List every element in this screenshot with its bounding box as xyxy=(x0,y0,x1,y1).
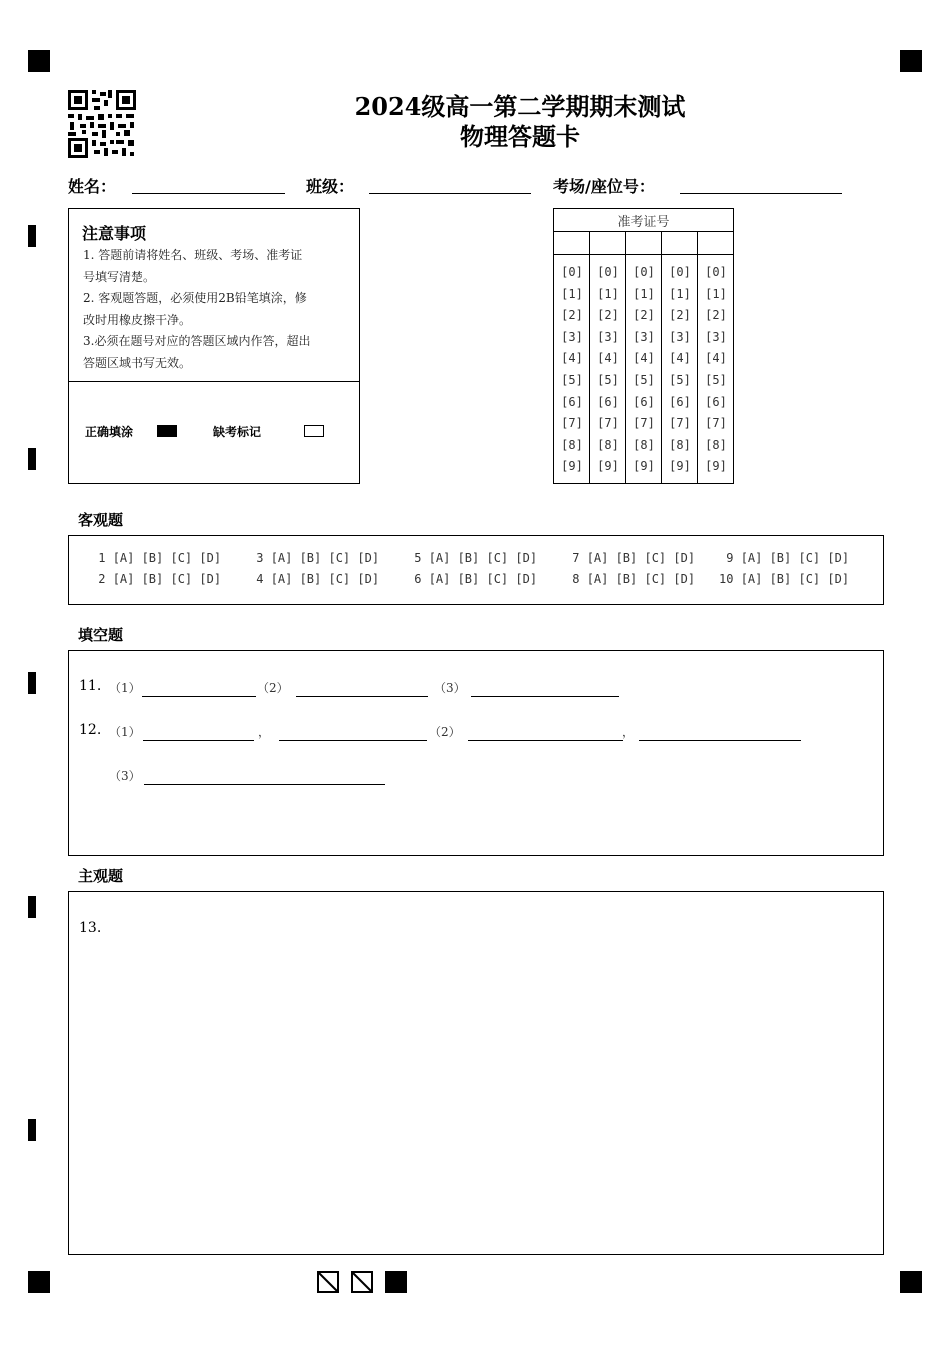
notice-divider xyxy=(69,381,359,382)
exam-id-digit-bubble[interactable]: [0] xyxy=(705,265,727,279)
objective-question-3[interactable] xyxy=(249,551,379,565)
exam-id-digit-bubble[interactable]: [9] xyxy=(669,459,691,474)
side-mark xyxy=(28,672,36,694)
page-subtitle: 物理答题卡 xyxy=(460,122,580,151)
correct-fill-sample-icon xyxy=(157,425,177,437)
exam-id-digit-bubble[interactable]: [3] xyxy=(669,329,691,344)
objective-section-title: 客观题 xyxy=(78,511,124,529)
exam-id-entry-line xyxy=(554,254,733,255)
exam-id-digit-bubble[interactable]: [7] xyxy=(561,416,583,431)
objective-question-number: 5 xyxy=(407,551,429,565)
objective-question-number: 7 xyxy=(565,551,587,565)
objective-question-number: 1 xyxy=(91,551,113,565)
seat-field[interactable] xyxy=(680,193,842,194)
exam-id-digit-bubble[interactable]: [5] xyxy=(705,373,727,387)
exam-id-digit-bubble[interactable]: [5] xyxy=(633,373,655,387)
subjective-section-title: 主观题 xyxy=(78,867,124,885)
exam-id-digit-bubble[interactable]: [9] xyxy=(561,459,583,474)
side-mark xyxy=(28,225,36,247)
page-mark-slashed-icon xyxy=(317,1271,339,1293)
class-field[interactable] xyxy=(369,193,531,194)
objective-question-options[interactable]: [A] [B] [C] [D] xyxy=(586,551,696,565)
exam-id-digit-bubble[interactable]: [9] xyxy=(705,459,727,474)
name-label: 姓名： xyxy=(68,177,117,196)
notice-line: 1. 答题前请将姓名、班级、考场、准考证 xyxy=(83,248,303,262)
notice-line: 3.必须在题号对应的答题区域内作答，超出 xyxy=(83,334,311,348)
exam-id-digit-bubble[interactable]: [1] xyxy=(633,286,655,301)
question-11-part-3-label: （3） xyxy=(434,681,466,695)
objective-question-options[interactable]: [A] [B] [C] [D] xyxy=(740,572,850,586)
exam-id-digit-bubble[interactable]: [5] xyxy=(669,373,691,387)
objective-question-9[interactable] xyxy=(719,551,849,565)
exam-id-digit-bubble[interactable]: [7] xyxy=(633,416,655,431)
exam-id-digit-bubble[interactable]: [4] xyxy=(669,351,691,366)
exam-id-digit-bubble[interactable]: [8] xyxy=(597,437,619,452)
notice-line: 改时用橡皮擦干净。 xyxy=(83,312,192,327)
question-11-part-1-label: （1） xyxy=(109,681,141,695)
question-11-part-3-blank[interactable] xyxy=(471,696,619,697)
seat-label: 考场/座位号： xyxy=(553,177,655,196)
exam-id-digit-bubble[interactable]: [8] xyxy=(705,437,727,452)
objective-question-options[interactable]: [A] [B] [C] [D] xyxy=(270,572,380,586)
question-12-part-3-blank[interactable] xyxy=(144,784,385,785)
exam-id-digit-bubble[interactable]: [4] xyxy=(705,351,727,366)
objective-question-10[interactable] xyxy=(719,572,849,586)
objective-question-8[interactable] xyxy=(565,572,695,586)
exam-id-digit-bubble[interactable]: [8] xyxy=(561,437,583,452)
corner-mark-bottom-left xyxy=(28,1271,50,1293)
objective-box xyxy=(68,535,884,605)
exam-id-digit-bubble[interactable]: [4] xyxy=(597,351,619,366)
exam-id-digit-bubble[interactable]: [9] xyxy=(633,459,655,474)
exam-id-digit-bubble[interactable]: [4] xyxy=(561,351,583,366)
notice-line: 号填写清楚。 xyxy=(83,269,156,284)
exam-id-digit-bubble[interactable]: [3] xyxy=(633,329,655,344)
name-field[interactable] xyxy=(132,193,285,194)
question-12-part-2-blank-a[interactable] xyxy=(468,740,623,741)
question-11-part-2-label: （2） xyxy=(257,681,289,695)
page-mark-filled-icon xyxy=(385,1271,407,1293)
page-title: 2024级高一第二学期期末测试 xyxy=(354,92,686,121)
objective-question-1[interactable] xyxy=(91,551,221,565)
absent-checkbox[interactable] xyxy=(304,425,324,437)
exam-id-digit-bubble[interactable]: [1] xyxy=(669,286,691,301)
question-12-number: 12. xyxy=(79,722,102,738)
question-11-number: 11. xyxy=(79,678,102,694)
exam-id-digit-bubble[interactable]: [6] xyxy=(597,394,619,409)
exam-id-digit-bubble[interactable]: [9] xyxy=(597,459,619,474)
exam-id-title: 准考证号 xyxy=(617,215,670,230)
question-12-part-1-label: （1） xyxy=(109,725,141,739)
objective-question-options[interactable]: [A] [B] [C] [D] xyxy=(428,572,538,586)
objective-question-7[interactable] xyxy=(565,551,695,565)
objective-question-2[interactable] xyxy=(91,572,221,586)
objective-question-options[interactable]: [A] [B] [C] [D] xyxy=(586,572,696,586)
objective-question-number: 10 xyxy=(719,572,741,586)
exam-id-digit-bubble[interactable]: [3] xyxy=(705,329,727,344)
notice-box xyxy=(68,208,360,484)
question-11-part-1-blank[interactable] xyxy=(142,696,256,697)
notice-line: 2. 客观题答题，必须使用2B铅笔填涂，修 xyxy=(83,291,307,305)
corner-mark-bottom-right xyxy=(900,1271,922,1293)
side-mark xyxy=(28,896,36,918)
exam-id-digit-bubble[interactable]: [5] xyxy=(597,373,619,387)
objective-question-4[interactable] xyxy=(249,572,379,586)
subjective-box[interactable] xyxy=(68,891,884,1255)
objective-question-number: 6 xyxy=(407,572,429,586)
side-mark xyxy=(28,1119,36,1141)
notice-line: 答题区域书写无效。 xyxy=(83,355,192,370)
exam-id-digit-bubble[interactable]: [2] xyxy=(669,308,691,323)
side-mark xyxy=(28,448,36,470)
question-13-number: 13. xyxy=(79,920,102,936)
question-12-part-2-label: （2） xyxy=(429,725,461,739)
objective-question-number: 3 xyxy=(249,551,271,565)
corner-mark-top-right xyxy=(900,50,922,72)
objective-question-6[interactable] xyxy=(407,572,537,586)
objective-question-options[interactable]: [A] [B] [C] [D] xyxy=(112,551,222,565)
exam-id-digit-bubble[interactable]: [1] xyxy=(705,286,727,301)
objective-question-number: 9 xyxy=(719,551,741,565)
exam-id-digit-bubble[interactable]: [0] xyxy=(561,265,583,279)
exam-id-digit-bubble[interactable]: [0] xyxy=(597,265,619,279)
objective-question-number: 4 xyxy=(249,572,271,586)
exam-id-header-line xyxy=(554,231,733,232)
exam-id-digit-bubble[interactable]: [7] xyxy=(705,416,727,431)
objective-question-number: 2 xyxy=(91,572,113,586)
exam-id-digit-bubble[interactable]: [1] xyxy=(561,286,583,301)
notice-title: 注意事项 xyxy=(82,224,147,243)
objective-question-options[interactable]: [A] [B] [C] [D] xyxy=(428,551,538,565)
correct-fill-label: 正确填涂 xyxy=(85,425,134,439)
question-12-comma-1: ， xyxy=(258,725,271,739)
exam-id-digit-bubble[interactable]: [8] xyxy=(633,437,655,452)
exam-id-digit-bubble[interactable]: [5] xyxy=(561,373,583,387)
question-11-part-2-blank[interactable] xyxy=(296,696,428,697)
notice-lines xyxy=(83,245,353,374)
objective-question-number: 8 xyxy=(565,572,587,586)
exam-id-digit-bubble[interactable]: [2] xyxy=(633,308,655,323)
exam-id-digit-bubble[interactable]: [3] xyxy=(561,329,583,344)
exam-id-digit-bubble[interactable]: [6] xyxy=(561,394,583,409)
exam-id-digit-bubble[interactable]: [3] xyxy=(597,329,619,344)
exam-id-digit-bubble[interactable]: [8] xyxy=(669,437,691,452)
exam-id-box xyxy=(553,208,734,484)
class-label: 班级： xyxy=(306,177,355,196)
exam-id-digit-bubble[interactable]: [7] xyxy=(597,416,619,431)
exam-id-digit-bubble[interactable]: [6] xyxy=(705,394,727,409)
exam-id-digit-bubble[interactable]: [0] xyxy=(669,265,691,279)
corner-mark-top-left xyxy=(28,50,50,72)
question-12-part-3-label: （3） xyxy=(109,769,141,783)
exam-id-digit-bubble[interactable]: [6] xyxy=(633,394,655,409)
exam-id-digit-bubble[interactable]: [6] xyxy=(669,394,691,409)
question-12-part-1-blank-a[interactable] xyxy=(143,740,254,741)
exam-id-digit-bubble[interactable]: [1] xyxy=(597,286,619,301)
fill-blank-section-title: 填空题 xyxy=(78,626,124,644)
page-mark-slashed-icon xyxy=(351,1271,373,1293)
objective-question-options[interactable]: [A] [B] [C] [D] xyxy=(270,551,380,565)
exam-id-digit-bubble[interactable]: [4] xyxy=(633,351,655,366)
exam-id-digit-bubble[interactable]: [0] xyxy=(633,265,655,279)
exam-id-digit-bubble[interactable]: [2] xyxy=(597,308,619,323)
objective-question-5[interactable] xyxy=(407,551,537,565)
question-12-part-1-blank-b[interactable] xyxy=(279,740,427,741)
objective-question-options[interactable]: [A] [B] [C] [D] xyxy=(112,572,222,586)
fill-blank-box xyxy=(68,650,884,856)
objective-question-options[interactable]: [A] [B] [C] [D] xyxy=(740,551,850,565)
exam-id-digit-bubble[interactable]: [7] xyxy=(669,416,691,431)
exam-id-digit-bubble[interactable]: [2] xyxy=(705,308,727,323)
question-12-part-2-blank-b[interactable] xyxy=(639,740,801,741)
absent-label: 缺考标记 xyxy=(213,425,262,439)
question-12-comma-2: ， xyxy=(622,725,635,739)
exam-id-digit-bubble[interactable]: [2] xyxy=(561,308,583,323)
